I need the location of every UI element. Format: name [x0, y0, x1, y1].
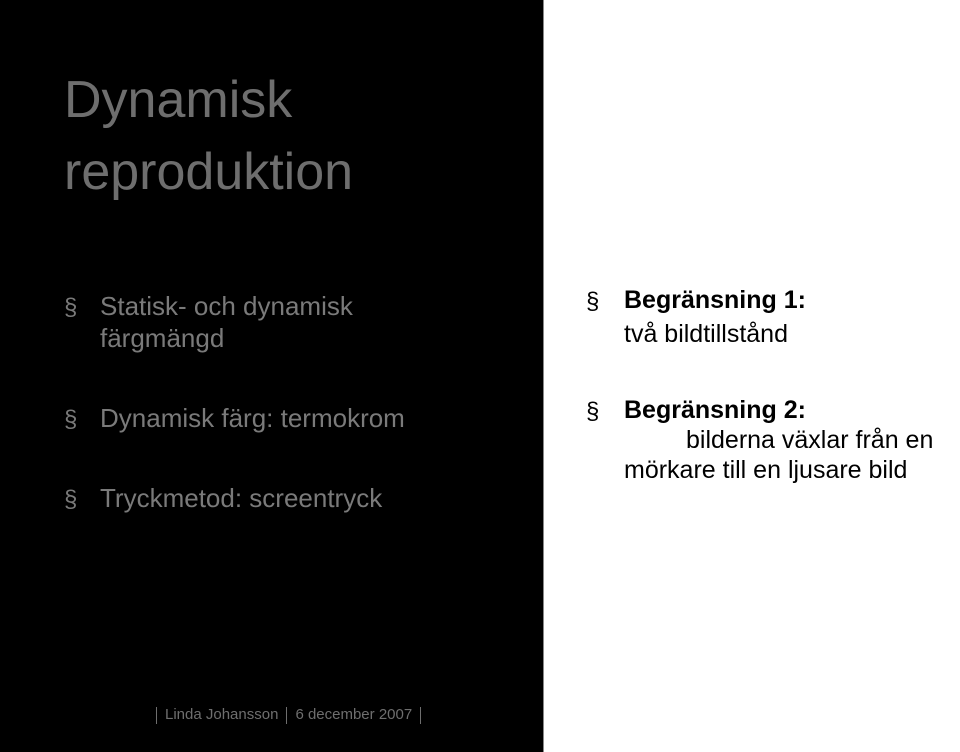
left-bullet-text: Dynamisk färg: termokrom [100, 403, 405, 433]
left-bullet-1 [64, 290, 524, 354]
slide-footer [148, 704, 429, 726]
right-bullet-text: två bildtillstånd [624, 320, 788, 348]
footer-divider [286, 707, 287, 724]
footer-divider [156, 707, 157, 724]
left-bullet-text: Tryckmetod: screentryck [100, 483, 383, 513]
footer-author: Linda Johansson [165, 706, 279, 723]
right-bullet-heading: Begränsning 2: [624, 396, 806, 424]
section-bullet-icon: § [586, 398, 600, 425]
section-bullet-icon: § [64, 406, 78, 433]
right-bullet-text-line-1: bilderna växlar från en [686, 426, 934, 454]
footer-date: 6 december 2007 [295, 706, 413, 723]
right-bullet-2 [586, 394, 958, 490]
section-bullet-icon: § [64, 486, 78, 513]
left-bullet-text: Statisk- och dynamisk färgmängd [100, 291, 353, 353]
title-line-2: reproduktion [64, 143, 354, 201]
right-bullet-1 [586, 284, 946, 356]
footer-divider [420, 707, 421, 724]
right-bullet-text-line-2: mörkare till en ljusare bild [624, 456, 908, 484]
slide-title [64, 64, 524, 208]
section-bullet-icon: § [586, 288, 600, 315]
section-bullet-icon: § [64, 294, 78, 321]
left-bullet-3 [64, 482, 524, 514]
title-line-1: Dynamisk [64, 71, 293, 129]
right-bullet-heading: Begränsning 1: [624, 286, 806, 314]
left-bullet-2 [64, 402, 524, 434]
